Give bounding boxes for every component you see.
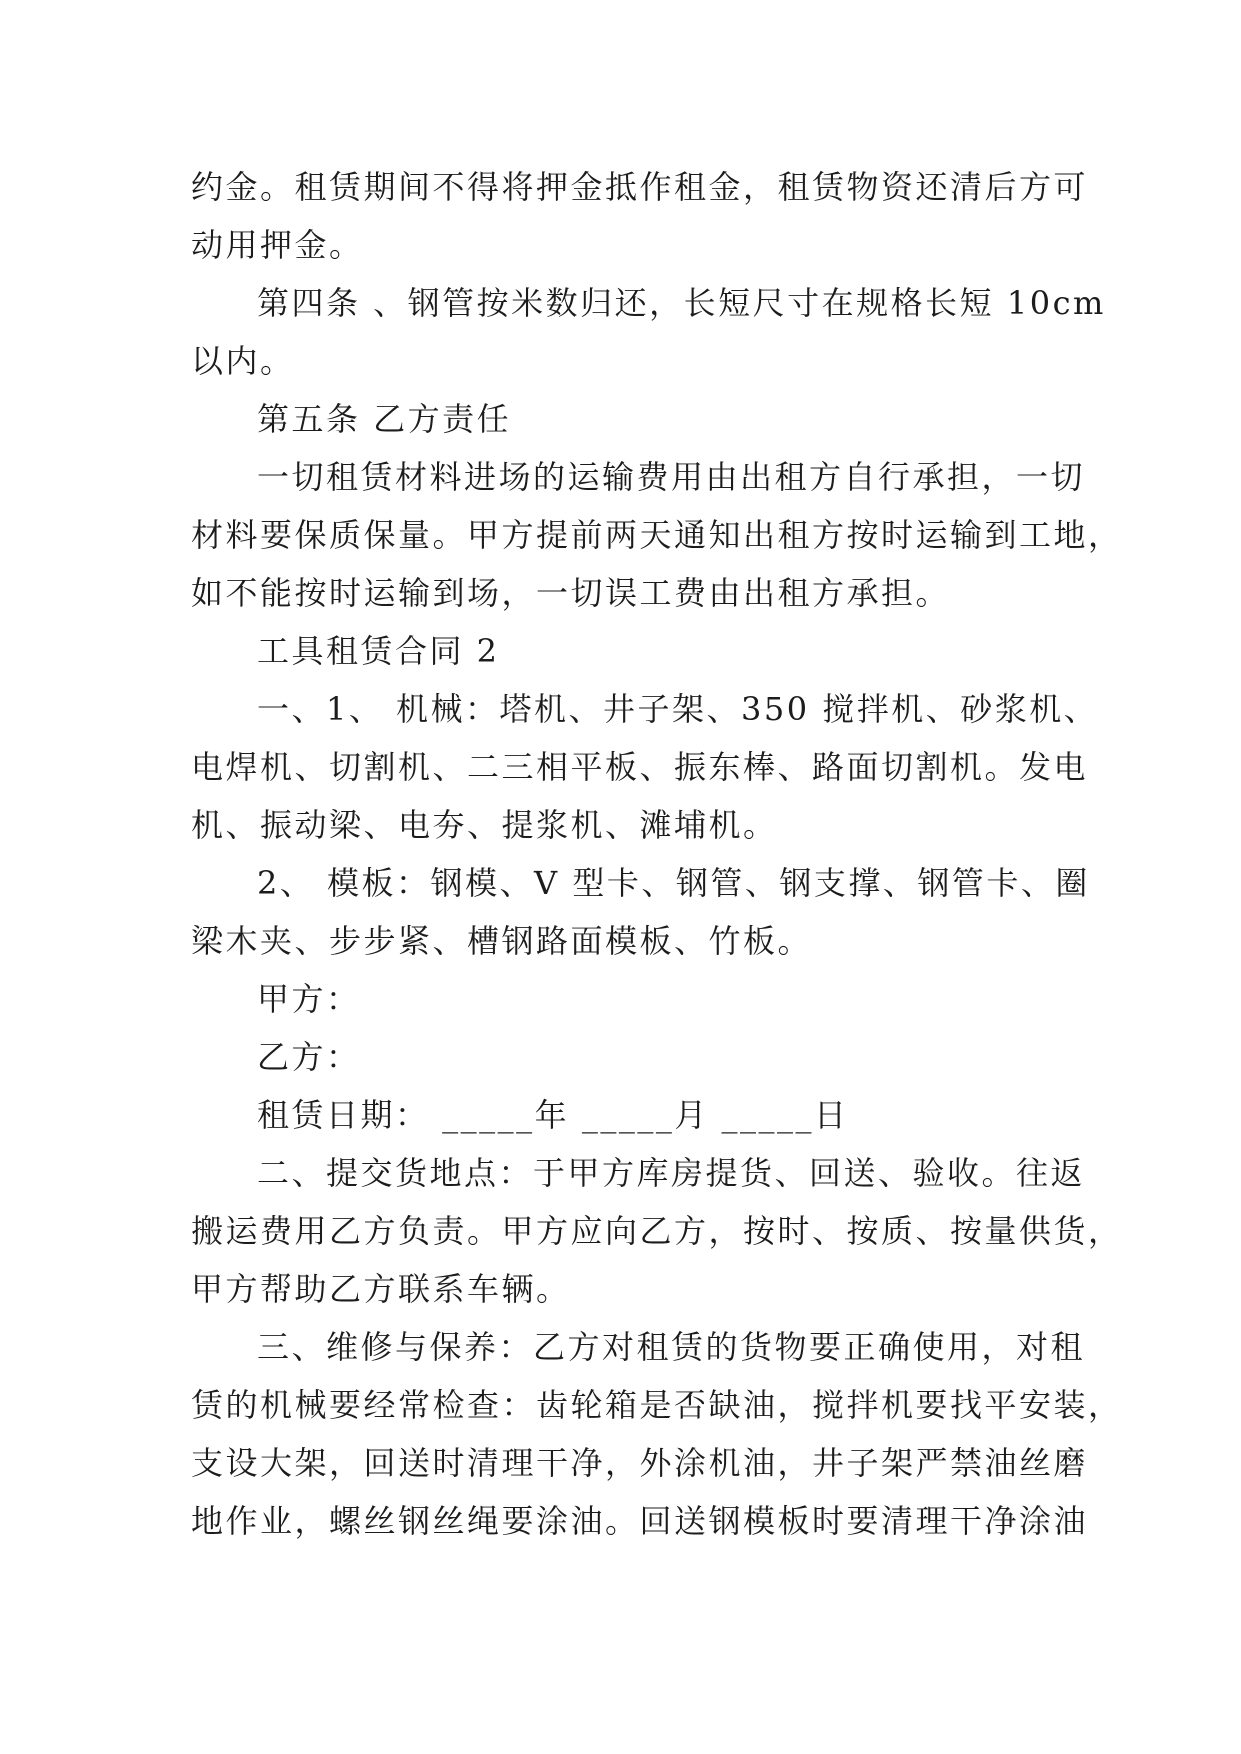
text-line: 2、 模板：钢模、V 型卡、钢管、钢支撑、钢管卡、圈 xyxy=(257,864,1090,902)
section-title: 工具租赁合同 2 xyxy=(257,632,500,670)
text-line: 以内。 xyxy=(191,342,295,380)
text-line: 动用押金。 xyxy=(191,226,364,264)
text-line: 第五条 乙方责任 xyxy=(257,400,512,438)
text-line: 赁的机械要经常检查：齿轮箱是否缺油，搅拌机要找平安装， xyxy=(191,1386,1123,1424)
text-line: 二、提交货地点：于甲方库房提货、回送、验收。往返 xyxy=(257,1154,1086,1192)
text-line: 材料要保质保量。甲方提前两天通知出租方按时运输到工地， xyxy=(191,516,1123,554)
text-line: 一、1、 机械：塔机、井子架、350 搅拌机、砂浆机、 xyxy=(257,690,1099,728)
text-line: 电焊机、切割机、二三相平板、振东棒、路面切割机。发电 xyxy=(191,748,1089,786)
text-line: 支设大架，回送时清理干净，外涂机油，井子架严禁油丝磨 xyxy=(191,1444,1089,1482)
text-line: 地作业，螺丝钢丝绳要涂油。回送钢模板时要清理干净涂油 xyxy=(191,1502,1089,1540)
document-body xyxy=(191,158,1123,1550)
text-line: 如不能按时运输到场，一切误工费由出租方承担。 xyxy=(191,574,951,612)
text-line: 搬运费用乙方负责。甲方应向乙方，按时、按质、按量供货， xyxy=(191,1212,1123,1250)
party-b-label: 乙方： xyxy=(257,1038,361,1076)
text-line: 三、维修与保养：乙方对租赁的货物要正确使用，对租 xyxy=(257,1328,1086,1366)
lease-date-line: 租赁日期： _____年 _____月 _____日 xyxy=(257,1096,849,1134)
text-line: 第四条 、钢管按米数归还，长短尺寸在规格长短 10cm xyxy=(257,284,1106,322)
text-line: 甲方帮助乙方联系车辆。 xyxy=(191,1270,571,1308)
party-a-label: 甲方： xyxy=(257,980,361,1018)
text-line: 一切租赁材料进场的运输费用由出租方自行承担，一切 xyxy=(257,458,1086,496)
text-line: 机、振动梁、电夯、提浆机、滩埔机。 xyxy=(191,806,778,844)
text-line: 约金。租赁期间不得将押金抵作租金，租赁物资还清后方可 xyxy=(191,168,1089,206)
text-line: 梁木夹、步步紧、槽钢路面模板、竹板。 xyxy=(191,922,813,960)
